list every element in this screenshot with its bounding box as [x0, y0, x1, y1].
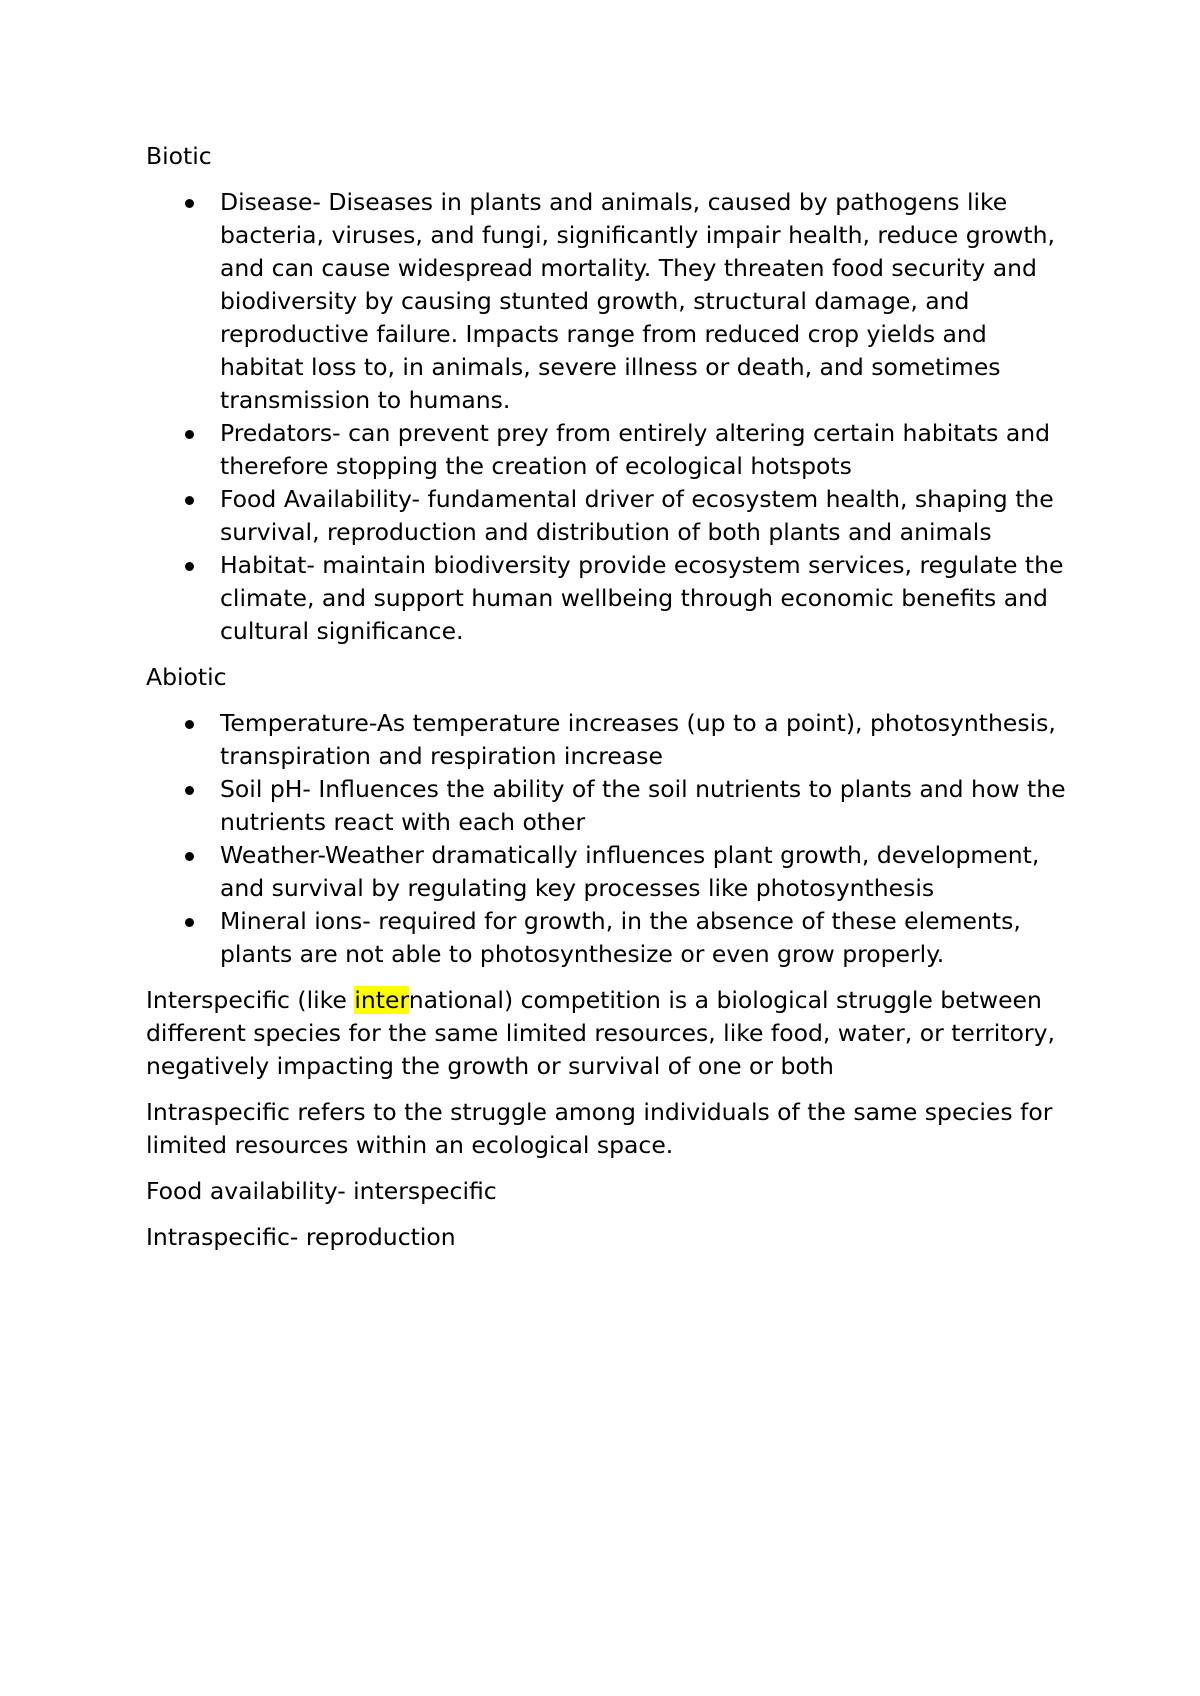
biotic-item-food-availability: [146, 483, 1066, 549]
bullet-icon: [185, 720, 194, 729]
biotic-item-predators: [146, 417, 1066, 483]
abiotic-heading: Abiotic: [146, 663, 227, 691]
bullet-icon: [185, 199, 194, 208]
bullet-icon: [185, 562, 194, 571]
bullet-icon: [185, 918, 194, 927]
interspecific-text-start: Interspecific (like: [146, 986, 355, 1014]
intraspecific-paragraph: Intraspecific refers to the struggle among individuals of the same species for limited resources within an ecological space.: [146, 1098, 1053, 1159]
abiotic-item-text: Weather-Weather dramatically influences plant growth, development, and survival by regulating key processes like photosynthesis: [220, 841, 1040, 902]
abiotic-item-temperature: [146, 707, 1066, 773]
abiotic-item-weather: [146, 839, 1066, 905]
abiotic-item-mineral-ions: [146, 905, 1066, 971]
biotic-item-text: Food Availability- fundamental driver of ecosystem health, shaping the survival, reproduction and distribution of both plants and animals: [220, 485, 1054, 546]
intraspecific-note: Intraspecific- reproduction: [146, 1223, 456, 1251]
biotic-item-disease: [146, 186, 1066, 417]
abiotic-item-text: Soil pH- Influences the ability of the soil nutrients to plants and how the nutrients react with each other: [220, 775, 1066, 836]
abiotic-item-text: Temperature-As temperature increases (up to a point), photosynthesis, transpiration and respiration increase: [220, 709, 1056, 770]
bullet-icon: [185, 430, 194, 439]
biotic-list: [146, 186, 1066, 648]
bullet-icon: [185, 496, 194, 505]
biotic-item-text: Predators- can prevent prey from entirely altering certain habitats and therefore stopping the creation of ecological hotspots: [220, 419, 1051, 480]
biotic-item-text: Habitat- maintain biodiversity provide ecosystem services, regulate the climate, and support human wellbeing through economic benefits and cultural significance.: [220, 551, 1064, 645]
abiotic-item-text: Mineral ions- required for growth, in the absence of these elements, plants are not able to photosynthesize or even grow properly.: [220, 907, 1021, 968]
highlighted-text: inter: [354, 986, 409, 1014]
abiotic-item-soil-ph: [146, 773, 1066, 839]
biotic-heading: Biotic: [146, 142, 212, 170]
biotic-item-habitat: [146, 549, 1066, 648]
interspecific-paragraph: [146, 984, 1066, 1083]
bullet-icon: [185, 786, 194, 795]
biotic-item-text: Disease- Diseases in plants and animals, caused by pathogens like bacteria, viruses, and fungi, significantly impair health, reduce growth, and can cause widespread mortality. They threaten food security and biodiversity by causing stunted growth, structural damage, and reproductive failure. Impacts range from reduced crop yields and habitat loss to, in animals, severe illness or death, and sometimes transmission to humans.: [220, 188, 1055, 414]
bullet-icon: [185, 852, 194, 861]
interspecific-text-end: national) competition is a biological struggle between different species for the same limited resources, like food, water, or territory, negatively impacting the growth or survival of one or both: [146, 986, 1055, 1080]
abiotic-list: [146, 707, 1066, 971]
food-availability-note: Food availability- interspecific: [146, 1177, 497, 1205]
document-body: [146, 140, 1066, 1267]
